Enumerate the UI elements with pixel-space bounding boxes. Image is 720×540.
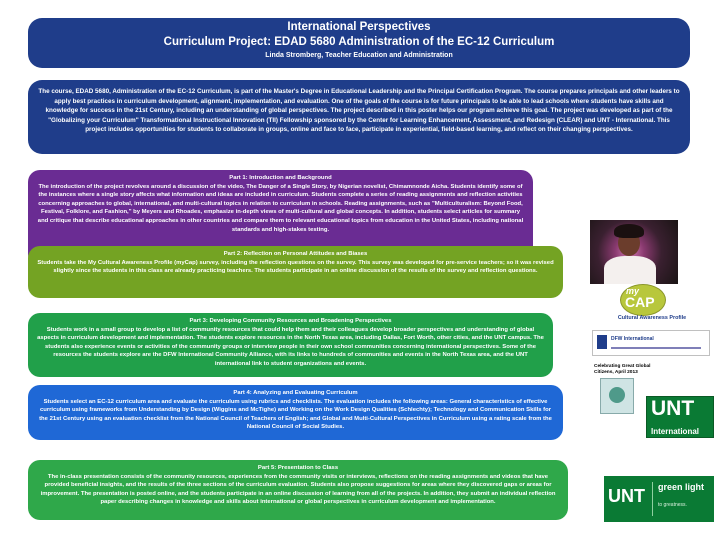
- part-2-panel: [28, 246, 563, 298]
- intro-panel: [28, 80, 690, 154]
- celebrating-caption: Celebrating Great Global Citizens, April 2013: [594, 364, 651, 375]
- mycap-caption: Cultural Awareness Profile: [617, 315, 687, 321]
- globe-icon: [609, 387, 625, 403]
- poster-author: Linda Stromberg, Teacher Education and Administration: [265, 52, 453, 59]
- intro-text: The course, EDAD 5680, Administration of the EC-12 Curriculum, is part of the Master's Degree in Educational Leadership and the Principal Certification Program. The course prepares principals and other leaders to apply best practices in curriculum development, alignment, implementation, and evaluation. One of the goals of the course is for future principals to be able to lead schools where students have skills and knowledge for success in the 21st Century, including an understanding of global perspectives. The project described in this poster helps our program achieve this goal. The project was developed as part of the "Globalizing your Curriculum" Transformational Instructional Innovation (TII) Fellowship sponsored by the Center for Learning Enhancement, Assessment, and Redesign (CLEAR) and UNT - International. This project includes opportunities for students to collaborate in groups, online and face to face, participate in experiential, field-based learning, and reflect on their changing perspectives.: [38, 88, 680, 134]
- part-3-heading: Part 3: Developing Community Resources and Broadening Perspectives: [189, 318, 392, 324]
- part-3-panel: [28, 313, 553, 377]
- poster-title: International Perspectives: [287, 21, 431, 33]
- part-1-text: The introduction of the project revolves around a discussion of the video, The Danger of a Single Story, by Nigerian novelist, Chimamnonde Aicha. Students identify some of the instances where a single story affects what information and ideas are included in curriculum. Students complete a series of reading assignments and reflection activities concerning approaches to global, international, and multi-cultural topics in relation to curriculum in schools. Reading assignments, such as "Multiculturalism: Beyond Food, Festival, Folklore, and Fashion," by Meyers and Rhoades, emphasize in-depth views of multi-cultural and global concepts. In addition, students select articles for summary and critique that describe educational approaches in other countries and compare them to relevant educational topics from education in the United States, including national standards and high-stakes testing.: [37, 183, 524, 233]
- mycap-my: my: [626, 286, 640, 296]
- part-4-heading: Part 4: Analyzing and Evaluating Curriculum: [233, 390, 358, 396]
- unt-international-label: International: [651, 427, 700, 436]
- dfw-label: DFW International: [611, 336, 654, 342]
- part-5-heading: Part 5: Presentation to Class: [257, 465, 339, 471]
- mycap-logo: [598, 284, 720, 324]
- part-5-text: The in-class presentation consists of the community resources, experiences from the community visits or interviews, reflections on the reading assignments and videos that have provided beneficial insights, and the results of the three sections of the curriculum evaluation. Students also propose suggestions for areas where they discovered gaps or areas for improvement. The presentation is posted online, and the students participate in an online discussion of learning from all of the projects. In addition, they submit an individual reflection paper describing changes in knowledge and skills about international or global perspectives in curriculum development and implementation.: [40, 473, 556, 506]
- unt-green-light-logo: [604, 476, 714, 522]
- dfw-underline: [611, 347, 701, 349]
- unt-green-wordmark: UNT: [608, 486, 645, 506]
- dfw-international-logo: [592, 330, 710, 356]
- green-light-text: green light: [658, 482, 705, 492]
- poster-subtitle: Curriculum Project: EDAD 5680 Administration of the EC-12 Curriculum: [163, 36, 555, 48]
- to-greatness-text: to greatness.: [658, 502, 687, 508]
- logo-divider: [652, 482, 653, 516]
- poster-header: [28, 18, 690, 68]
- unt-wordmark: UNT: [651, 397, 695, 420]
- photo-shoulders: [604, 256, 656, 284]
- part-5-panel: [28, 460, 568, 520]
- part-1-heading: Part 1: Introduction and Background: [229, 175, 332, 181]
- mycap-cap: CAP: [625, 294, 655, 310]
- speaker-photo: [590, 220, 678, 284]
- photo-hair: [614, 224, 644, 238]
- part-3-text: Students work in a small group to develop a list of community resources that could help them and their colleagues develop broader perspectives and understanding of global aspects in curriculum development and implementation. The students explore resources in the North Texas area, including Dallas, Fort Worth, other cities, and the UNT campus. The students also experience events or activities of the community groups or interview people in their own school communities concerning international perspectives. Some of the resources the students explore are the DFW International Community Alliance, with its links to hundreds of communities and events in the North Texas area, and the UNT international link to student organizations and events.: [37, 326, 544, 367]
- unt-international-logo: [646, 396, 714, 438]
- celebrating-image: [600, 378, 634, 414]
- part-4-text: Students select an EC-12 curriculum area and evaluate the curriculum using rubrics and checklists. The evaluation includes the following areas: General characteristics of effective curriculum using frameworks from Understanding by Design (Wiggins and McTighe) and Working on the Work Design Qualities (Schlechty); Technology and Communication Skills for the 21st Century using an evaluation checklist from the National Council of Teachers of English; and Global and Multi-Cultural Perspectives in Curriculum using a rating scale from the National Council of Social Studies.: [39, 398, 552, 431]
- dfw-logo-mark: [597, 335, 607, 349]
- part-4-panel: [28, 385, 563, 440]
- part-2-heading: Part 2: Reflection on Personal Attitudes and Biases: [223, 251, 368, 257]
- part-2-text: Students take the My Cultural Awareness Profile (myCap) survey, including the reflection questions on the survey. This survey was developed for pre-service teachers; so it was revised slightly since the students in this class are already practicing teachers. The students participate in an online discussion of the results of the survey and reflection questions.: [37, 259, 554, 275]
